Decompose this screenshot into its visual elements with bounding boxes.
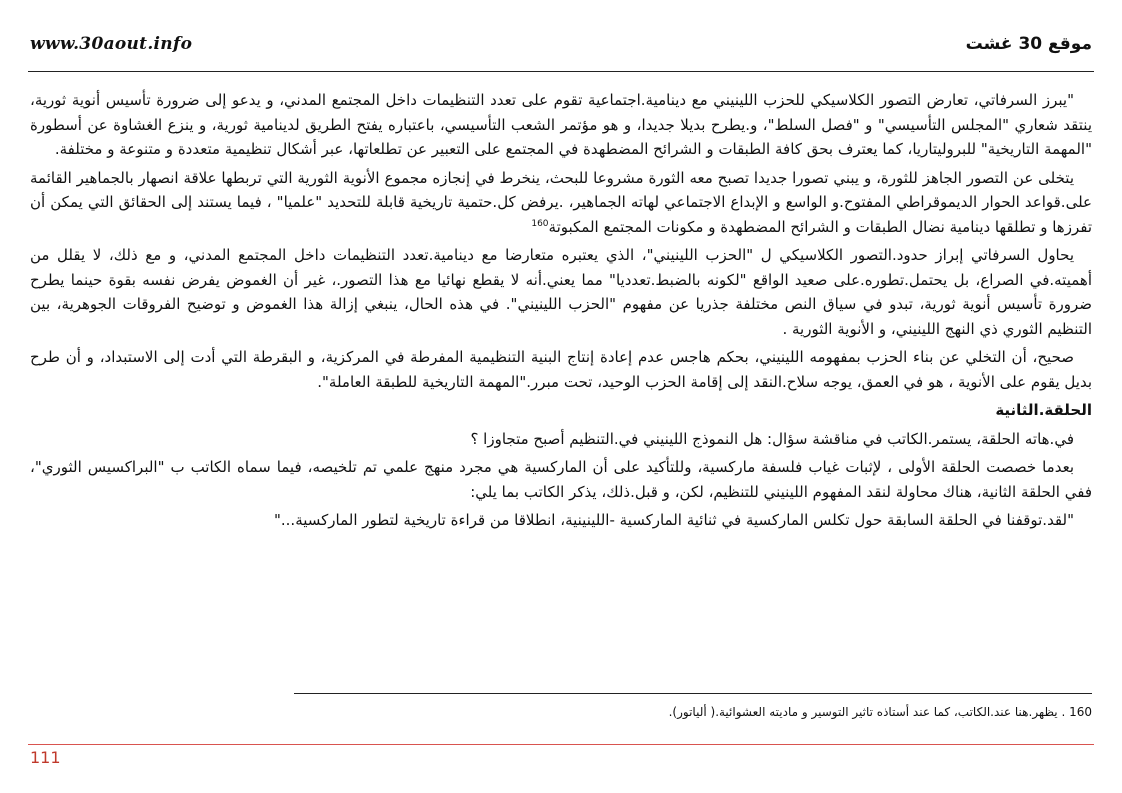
footnote-divider (294, 693, 1092, 694)
paragraph-3: يحاول السرفاتي إبراز حدود.التصور الكلاسيكي ل "الحزب اللينيني"، الذي يعتبره متعارضا مع دينامية.تعدد التنظيمات داخل المجتمع المدني، و مع ذلك، لا يقلل من أهميته.في الصراع، بل يحتمل.تطوره.على صعيد الواقع "لكونه بالضبط.تعدديا" مما يعني.أنه لا يقطع نهائيا مع هذا التصور.، غير أن الغموض يفرض نفسه بقوة حينما يطرح ضرورة تأسيس أنوية ثورية، تبدو في سياق النص مختلفة جذريا عن مفهوم "الحزب اللينيني". في هذه الحال، ينبغي إزالة هذا الغموض و توضيح الفروقات الجوهرية، بين التنظيم الثوري ذي النهج اللينيني، و الأنوية الثورية . (30, 246, 1092, 338)
paragraph-2 (30, 166, 1092, 240)
footer-divider (28, 744, 1094, 745)
page-body (30, 88, 1092, 537)
paragraph-5: في.هاته الحلقة، يستمر.الكاتب في مناقشة سؤال: هل النموذج اللينيني في.التنظيم أصبح متجاوزا ؟ (470, 429, 1074, 448)
section-heading: الحلقة.الثانية (995, 401, 1092, 419)
paragraph-1: "يبرز السرفاتي، تعارض التصور الكلاسيكي للحزب اللينيني مع دينامية.اجتماعية تقوم على تعدد التنظيمات داخل المجتمع المدني، و يدعو إلى ضرورة تأسيس أنوية ثورية، ينتقد شعاري "المجلس التأسيسي" و "فصل السلط"، و.يطرح بديلا جديدا، و هو مؤتمر الشعب التأسيسي، باعتباره يفتح الطريق لدينامية ثورية، و ينزع الغشاوة عن أسطورة "المهمة التاريخية" للبروليتاريا، كما يعترف بحق كافة الطبقات و الشرائح المضطهدة في المجتمع على التعبير عن تطلعاتها، عبر أشكال تنظيمية متعددة و متنوعة و مختلفة. (30, 91, 1092, 158)
footnote: 160 . يظهر.هنا عند.الكاتب، كما عند أستاذه تاثير التوسير و ماديته العشوائية.( ألياتور). (668, 705, 1092, 719)
header-divider (28, 71, 1094, 72)
footnote-reference[interactable]: 160 (531, 218, 549, 229)
paragraph-6: بعدما خصصت الحلقة الأولى ، لإثبات غياب فلسفة ماركسية، وللتأكيد على أن الماركسية هي مجرد منهج علمي تم تلخيصه، فيما سماه الكاتب ب "البراكسيس الثوري"، ففي الحلقة الثانية، هناك محاولة لنقد المفهوم اللينيني للتنظيم، لكن، و قبل.ذلك، يذكر الكاتب بما يلي: (30, 458, 1092, 501)
page-number: 111 (30, 748, 61, 767)
paragraph-4: صحيح، أن التخلي عن بناء الحزب بمفهومه اللينيني، بحكم هاجس عدم إعادة إنتاج البنية التنظيمية المفرطة في المركزية، و البقرطة التي أدت إلى الاستبداد، و أن طرح بديل يقوم على الأنوية ، هو في العمق، يوجه سلاح.النقد إلى إقامة الحزب الوحيد، تحت مبرر."المهمة التاريخية للطبقة العاملة". (30, 348, 1092, 391)
site-name: موقع 30 غشت (965, 34, 1092, 54)
site-url: www.30aout.info (30, 34, 193, 54)
paragraph-2-text: يتخلى عن التصور الجاهز للثورة، و يبني تصورا جديدا تصبح معه الثورة مشروعا للبحث، ينخرط في إنجازه مجموع الأنوية الثورية التي تربطها علاقة انصهار بالجماهير القائمة على.قواعد الحوار الديموقراطي المفتوح.و الواسع و الإبداع الاجتماعي لهاته الجماهير، .يرفض كل.حتمية تاريخية قابلة للتحديد "علميا" ، فيما يستند إلى الحقائق التي يمكن أن تفرزها و تطلقها دينامية نضال الطبقات و الشرائح المضطهدة و مكونات المجتمع المكبوتة (30, 168, 1092, 236)
paragraph-7: "لقد.توقفنا في الحلقة السابقة حول تكلس الماركسية في ثنائية الماركسية -اللينينية، انطلاقا من قراءة تاريخية لتطور الماركسية..." (273, 511, 1074, 529)
